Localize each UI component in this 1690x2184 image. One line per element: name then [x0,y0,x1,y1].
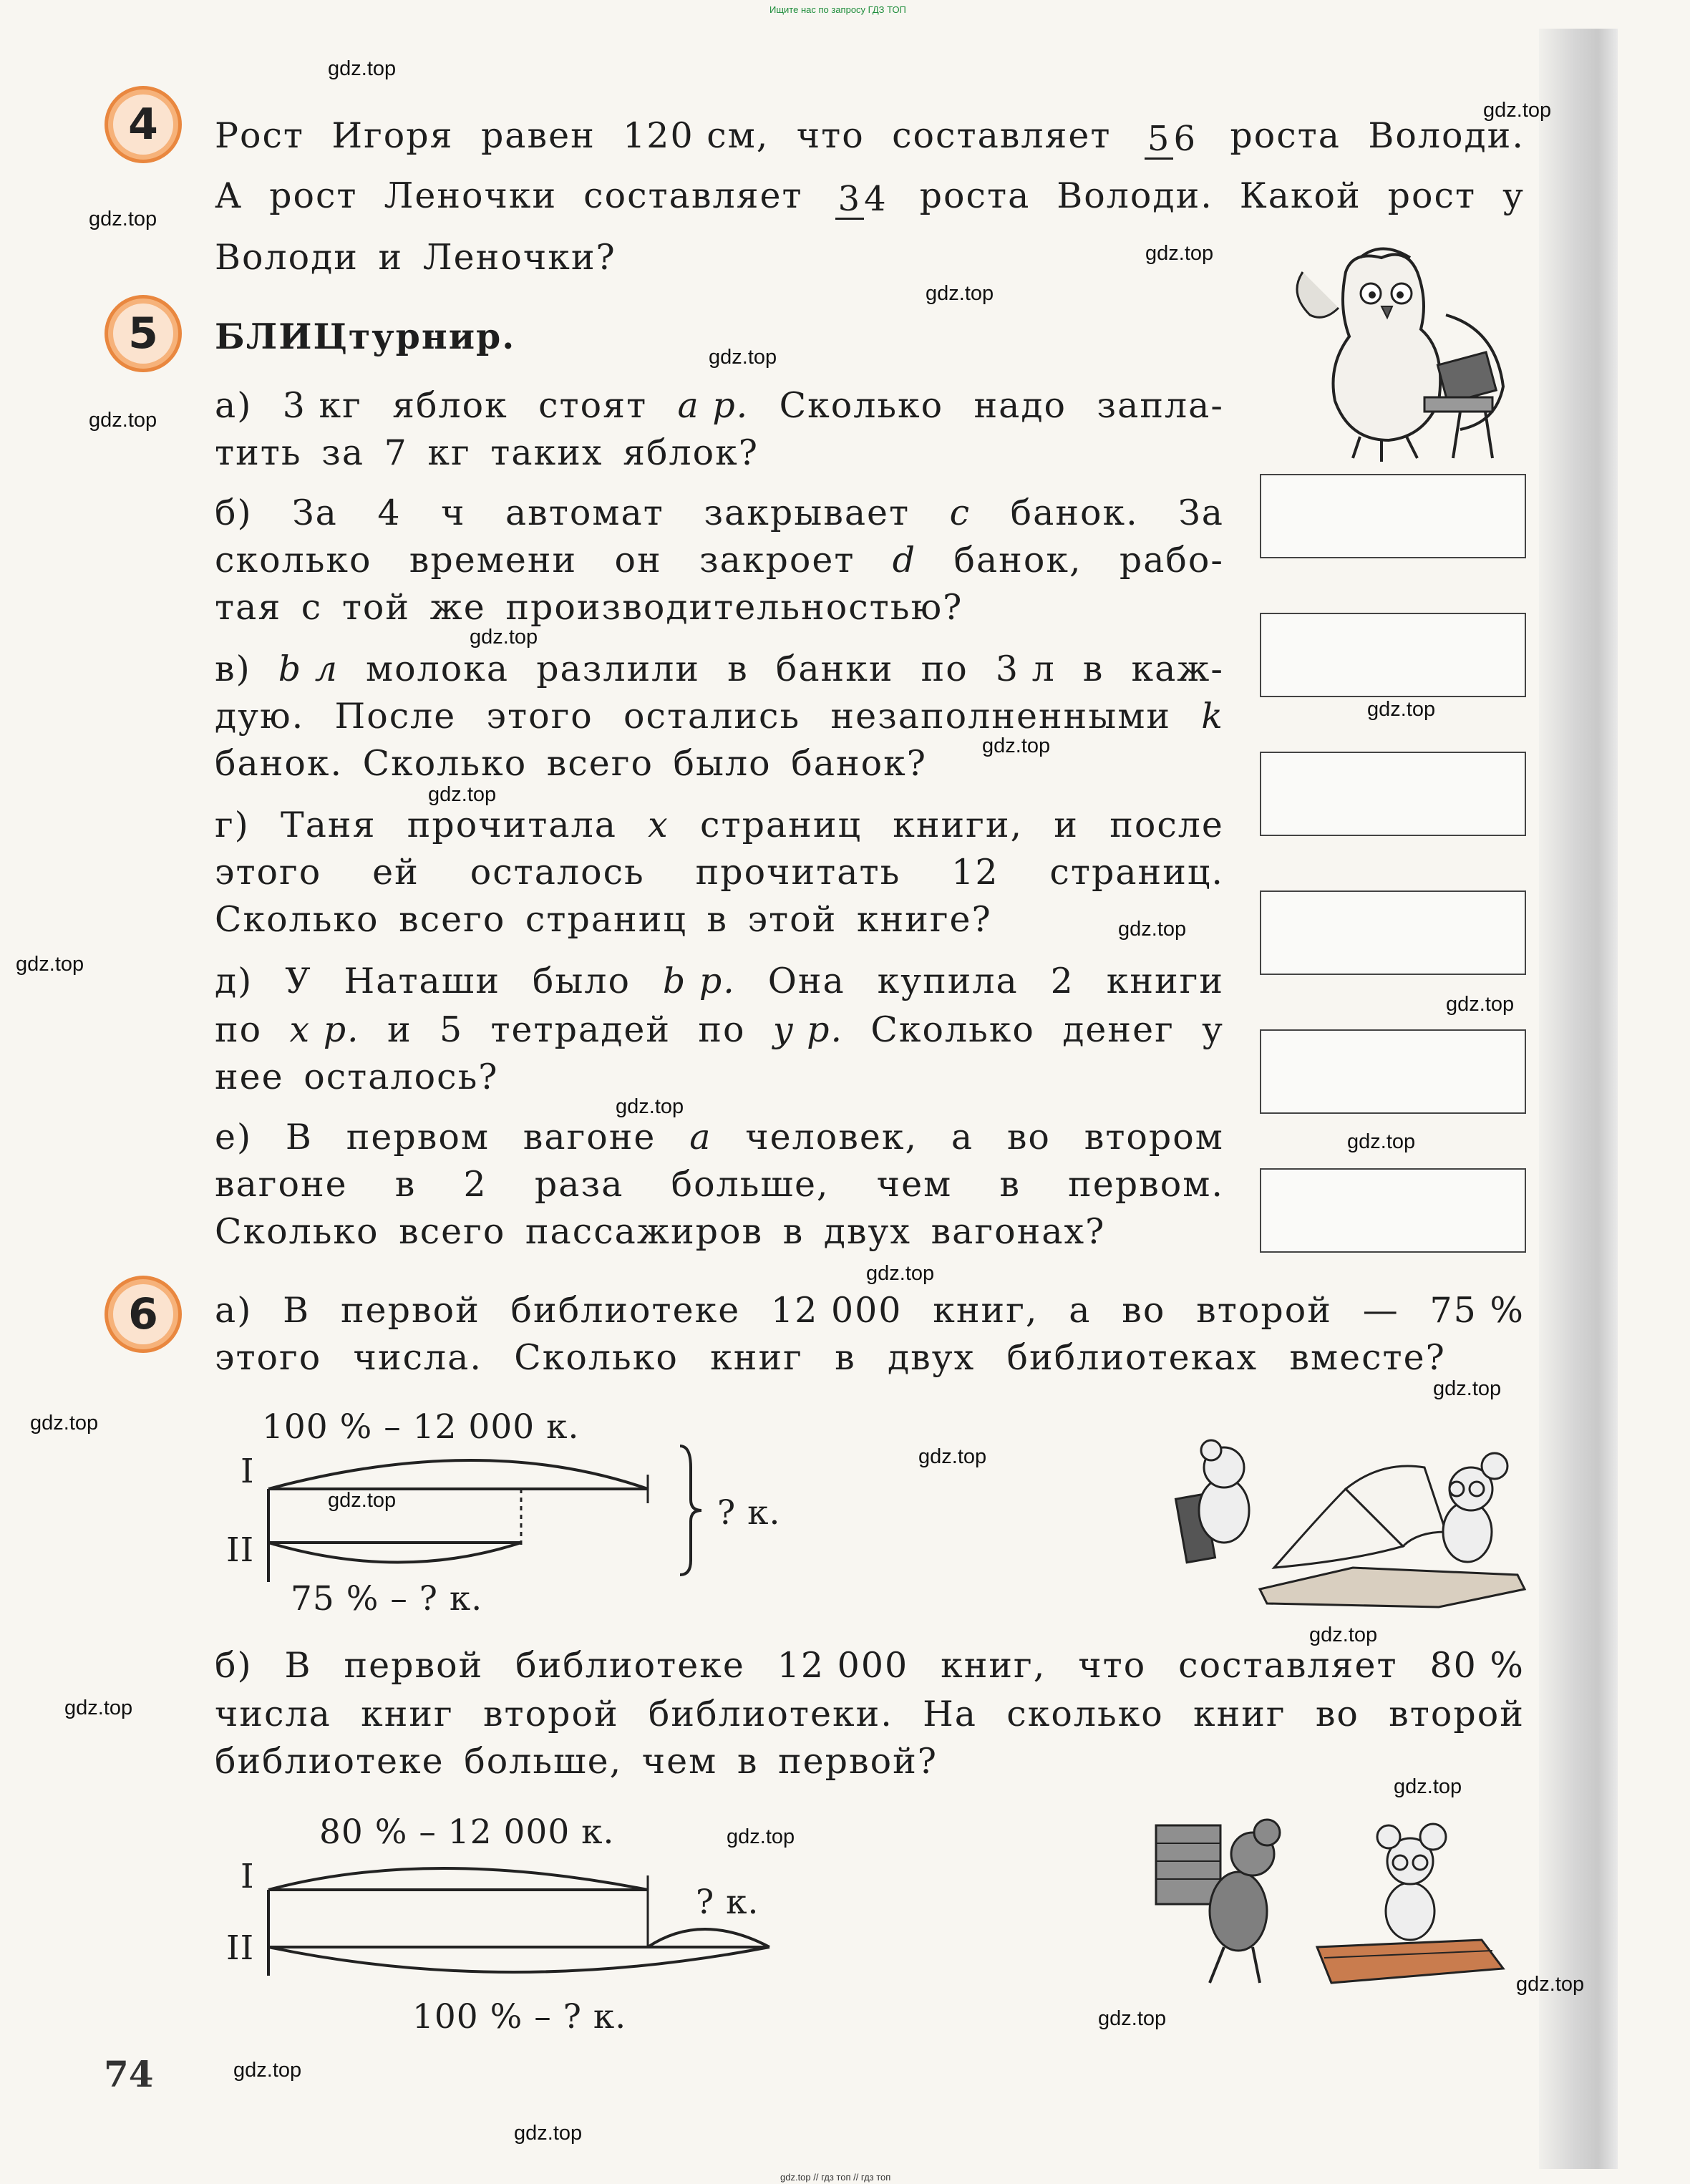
watermark: gdz.top [1516,1973,1585,1996]
difference-arc [648,1929,769,1947]
watermark: gdz.top [616,1095,684,1118]
owl-with-laptop-illustration [1281,243,1525,465]
task5-e-line1: е) В первом вагоне a человек, а во втором [215,1117,1224,1157]
task5-v-line1: в) b л молока разлили в банки по 3 л в каж- [215,649,1224,689]
task5-g-line1: г) Таня прочитала x страниц книги, и после [215,805,1224,845]
watermark: gdz.top [1367,698,1436,721]
watermark: gdz.top [328,57,397,80]
answer-box-b[interactable] [1260,613,1526,697]
task5-v-line3: банок. Сколько всего было банок? [215,743,928,784]
diagram-a-top-label: 100 % – 12 000 к. [262,1407,580,1447]
diagram-b-segments [258,1847,773,1997]
top-watermark: Ищите нас по запросу ГДЗ ТОП [769,4,906,15]
answer-box-e[interactable] [1260,1168,1526,1253]
watermark: gdz.top [514,2122,583,2145]
task-number-badge: 5 [105,295,182,372]
diagram-b-row-label-1: I [241,1857,255,1896]
task4-line3: Володи и Леночки? [215,237,616,278]
task5-a-line2: тить за 7 кг таких яблок? [215,432,759,473]
task5-e-line3: Сколько всего пассажиров в двух вагонах? [215,1211,1106,1252]
page-number: 74 [104,2053,154,2095]
watermark: gdz.top [470,626,538,649]
task-number-badge: 6 [105,1276,182,1353]
watermark: gdz.top [1347,1130,1416,1153]
diagram-a-brace-label: ? к. [717,1493,781,1533]
diagram-a-row-label-2: II [226,1530,255,1570]
segment-library-2 [268,1543,521,1563]
task6-b-line1: б) В первой библиотеке 12 000 книг, что составляет 80 % [215,1645,1525,1686]
task6-b-line3: библиотеке больше, чем в первой? [215,1741,938,1782]
watermark: gdz.top [89,409,157,432]
watermark: gdz.top [1394,1775,1462,1798]
watermark: gdz.top [1098,2007,1167,2030]
task4-line2: А рост Леночки составляет 34 роста Володи. Какой рост у [215,175,1525,219]
answer-box-a[interactable] [1260,474,1526,558]
brace [680,1446,701,1575]
watermark: gdz.top [1483,99,1552,122]
task5-a-line1: а) 3 кг яблок стоят a р. Сколько надо запла- [215,385,1224,426]
fraction-three-quarters: 34 [835,180,888,220]
diagram-b-top-label: 80 % – 12 000 к. [319,1812,615,1852]
watermark: gdz.top [89,208,157,230]
task5-d-line1: д) У Наташи было b р. Она купила 2 книги [215,961,1224,1001]
watermark: gdz.top [428,783,497,806]
task5-title: БЛИЦтурнир. [215,316,516,357]
task6-a-line2: этого числа. Сколько книг в двух библиотеках вместе? [215,1337,1446,1378]
watermark: gdz.top [328,1489,397,1512]
task6-b-line2: числа книг второй библиотеки. На сколько книг во второй [215,1694,1525,1734]
diagram-b-bottom-label: 100 % – ? к. [412,1997,627,2037]
task5-g-line3: Сколько всего страниц в этой книге? [215,899,992,940]
watermark: gdz.top [1446,993,1515,1016]
watermark: gdz.top [866,1262,935,1285]
task5-b-line1: б) За 4 ч автомат закрывает c банок. За [215,492,1224,533]
task5-d-line3: нее осталось? [215,1057,499,1097]
book-spine-shadow [1539,29,1618,2169]
segment-library-1 [268,1868,648,1890]
watermark: gdz.top [1309,1624,1378,1646]
task5-v-line2: дую. После этого остались незаполненными k [215,696,1224,737]
task-number-badge: 4 [105,86,182,163]
answer-box-v[interactable] [1260,752,1526,836]
watermark: gdz.top [1433,1377,1502,1400]
task5-d-line2: по x р. и 5 тетрадей по y р. Сколько денег у [215,1009,1224,1050]
diagram-b-row-label-2: II [226,1928,255,1968]
watermark: gdz.top [30,1412,99,1435]
segment-library-2 [268,1947,769,1972]
mouse-reading-illustration [1167,1425,1532,1611]
segment-library-1 [268,1460,648,1489]
task6-a-line1: а) В первой библиотеке 12 000 книг, а во второй — 75 % [215,1290,1525,1331]
diagram-a-bottom-label: 75 % – ? к. [291,1579,483,1618]
mice-with-books-illustration [1145,1804,1532,1997]
watermark: gdz.top [926,282,994,305]
fraction-five-sixths: 56 [1145,120,1197,160]
diagram-a-row-label-1: I [241,1452,255,1491]
watermark: gdz.top [982,734,1051,757]
task5-b-line3: тая с той же производительностью? [215,587,963,628]
answer-box-g[interactable] [1260,890,1526,975]
bottom-watermark: gdz.top // гдз топ // гдз топ [780,2172,891,2183]
watermark: gdz.top [709,346,777,369]
diagram-b-diff-label: ? к. [696,1883,759,1922]
answer-box-d[interactable] [1260,1029,1526,1114]
task5-e-line2: вагоне в 2 раза больше, чем в первом. [215,1164,1224,1205]
watermark: gdz.top [727,1825,795,1848]
watermark: gdz.top [64,1697,133,1719]
diagram-a-segments [258,1439,701,1582]
watermark: gdz.top [16,953,84,976]
task5-g-line2: этого ей осталось прочитать 12 страниц. [215,852,1224,893]
task5-b-line2: сколько времени он закроет d банок, рабо- [215,540,1224,581]
watermark: gdz.top [1118,918,1187,941]
watermark: gdz.top [1145,242,1214,265]
task4-line1: Рост Игоря равен 120 см, что составляет 56 роста Володи. [215,115,1525,159]
watermark: gdz.top [233,2059,302,2082]
watermark: gdz.top [918,1445,987,1468]
